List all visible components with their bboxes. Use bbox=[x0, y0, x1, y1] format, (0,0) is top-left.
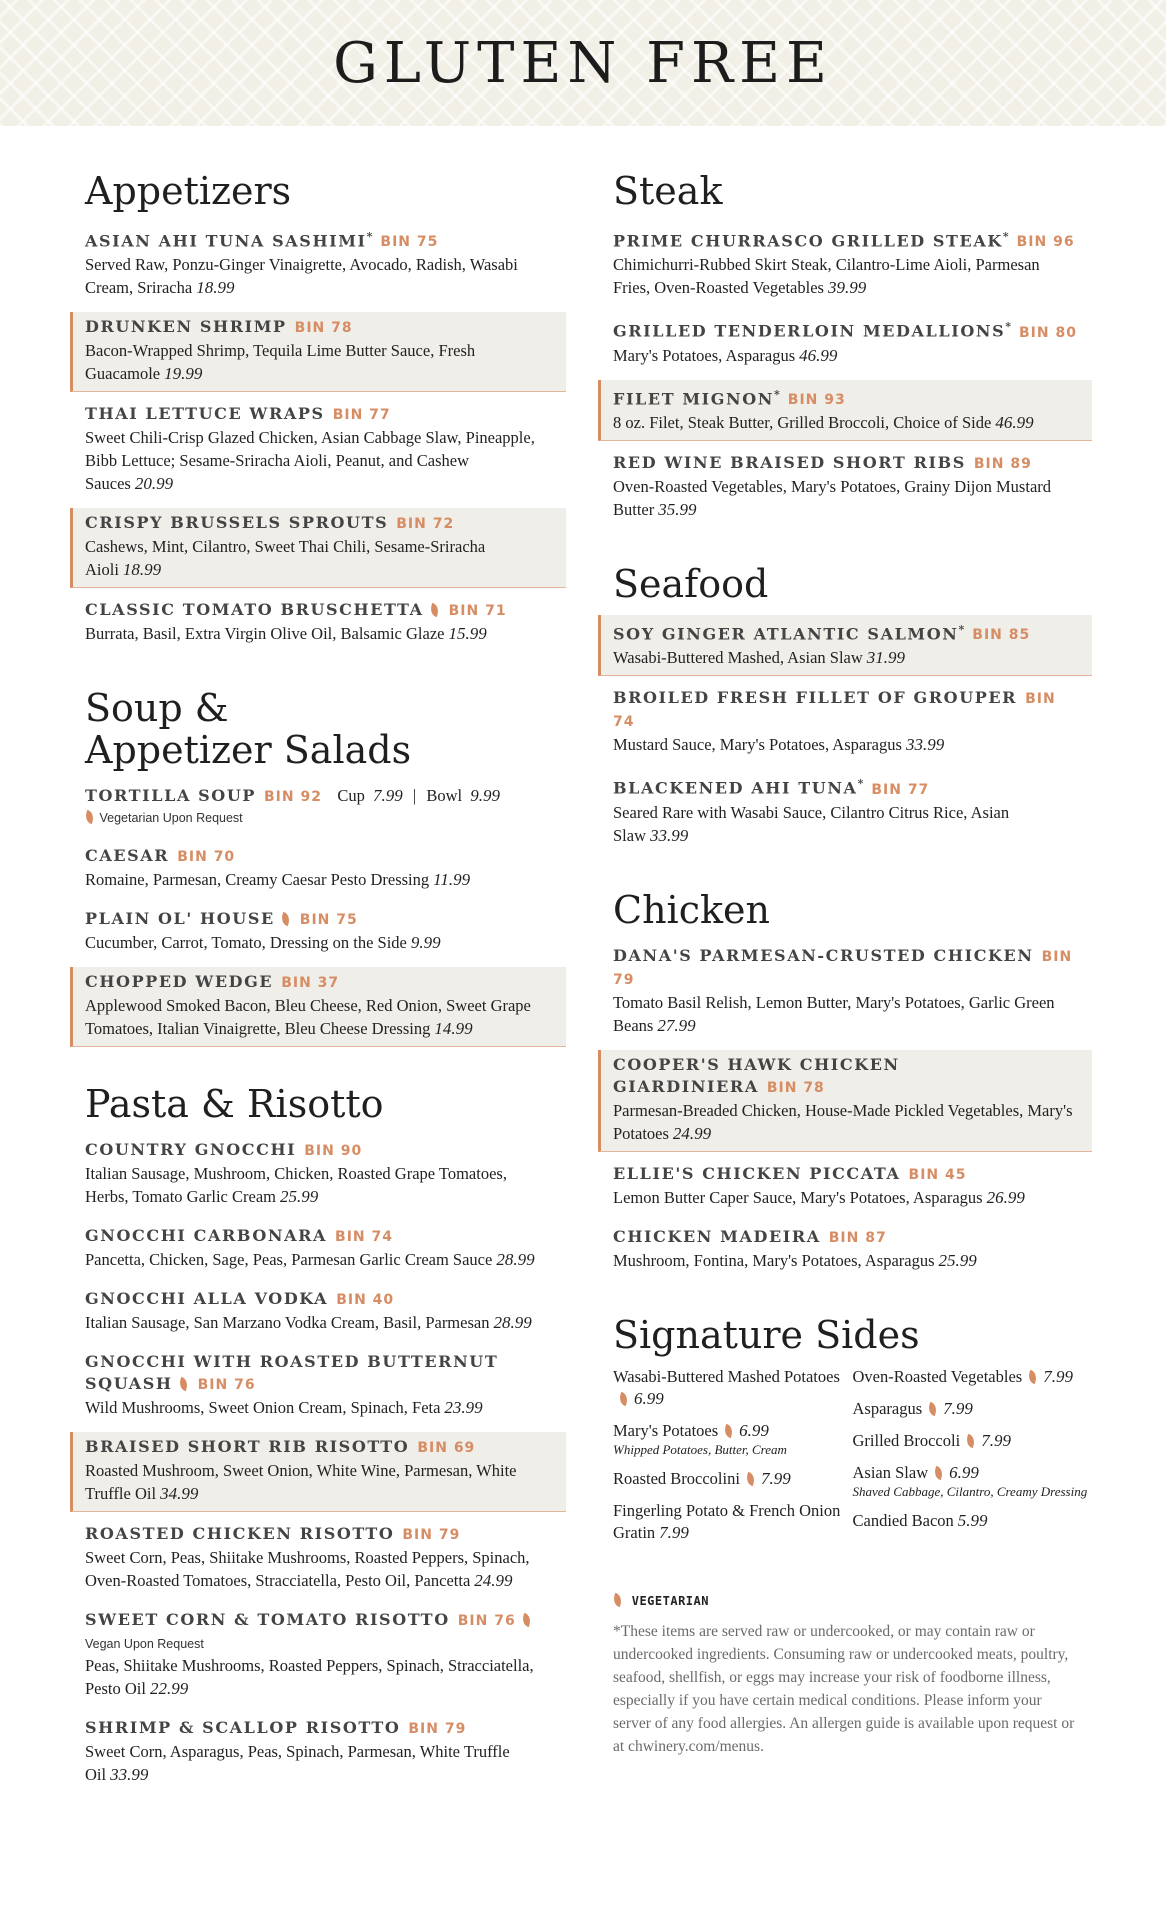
description-text: 8 oz. Filet, Steak Butter, Grilled Broccoli, Choice of Side bbox=[613, 412, 992, 432]
allergen-footnote: *These items are served raw or undercooked, or may contain raw or undercooked ingredients. Consuming raw or undercooked meats, poultry, seafood, shellfish, or eggs may increase your risk of foodborne illness, especially if you have certain medical conditions. Please inform your server of any food allergies. An allergen guide is available upon request or at chwinery.com/menus. bbox=[613, 1622, 1075, 1755]
soup-title-line1: Soup & bbox=[85, 686, 229, 731]
item-name: FILET MIGNON bbox=[613, 388, 775, 408]
description-text: Lemon Butter Caper Sauce, Mary's Potatoes, Asparagus bbox=[613, 1187, 983, 1207]
item-name-line bbox=[85, 1717, 554, 1740]
side-price: 7.99 bbox=[760, 1468, 791, 1488]
item-name: ASIAN AHI TUNA SASHIMI bbox=[85, 231, 367, 251]
item-name: BLACKENED AHI TUNA bbox=[613, 778, 858, 798]
menu-item bbox=[70, 222, 566, 305]
leaf-icon bbox=[520, 1613, 533, 1627]
item-description bbox=[85, 1546, 554, 1592]
legend-label: VEGETARIAN bbox=[631, 1593, 709, 1608]
item-name: COUNTRY GNOCCHI bbox=[85, 1140, 297, 1160]
side-description: Shaved Cabbage, Cilantro, Creamy Dressing bbox=[852, 1483, 1088, 1499]
appetizers-section bbox=[70, 170, 566, 651]
item-name-line bbox=[85, 971, 554, 994]
item-description bbox=[613, 253, 1080, 299]
section-title-chicken: Chicken bbox=[613, 887, 770, 932]
menu-item bbox=[598, 615, 1092, 676]
item-name-line bbox=[613, 1226, 1080, 1249]
description-text: Parmesan-Breaded Chicken, House-Made Pickled Vegetables, Mary's Potatoes bbox=[613, 1100, 1073, 1143]
item-price: 39.99 bbox=[827, 278, 867, 298]
item-price: 46.99 bbox=[799, 345, 838, 365]
item-description bbox=[85, 622, 554, 645]
bin-number: BIN 77 bbox=[332, 407, 391, 424]
item-description bbox=[613, 1249, 1080, 1272]
item-description bbox=[85, 1311, 554, 1334]
item-price: 23.99 bbox=[444, 1398, 483, 1418]
item-price: 18.99 bbox=[122, 560, 162, 580]
menu-item bbox=[70, 1221, 566, 1277]
menu-item bbox=[598, 683, 1092, 762]
side-item bbox=[853, 1366, 1093, 1388]
bin-number: BIN 75 bbox=[299, 912, 358, 929]
leaf-icon bbox=[83, 810, 96, 824]
vegetarian-note bbox=[85, 808, 554, 828]
bin-number: BIN 69 bbox=[417, 1440, 476, 1457]
item-name: SWEET CORN & TOMATO RISOTTO bbox=[85, 1610, 450, 1630]
item-price: 9.99 bbox=[410, 933, 441, 953]
item-name: GNOCCHI CARBONARA bbox=[85, 1226, 328, 1246]
item-name: SHRIMP & SCALLOP RISOTTO bbox=[85, 1718, 401, 1738]
item-description bbox=[85, 868, 554, 891]
leaf-icon bbox=[611, 1592, 624, 1606]
item-description bbox=[85, 253, 554, 299]
menu-item bbox=[70, 312, 566, 392]
menu-item bbox=[598, 380, 1092, 441]
item-name-line bbox=[613, 316, 1080, 343]
side-price: 7.99 bbox=[943, 1398, 973, 1418]
item-name-line bbox=[613, 945, 1080, 991]
item-price: 11.99 bbox=[433, 870, 471, 890]
bin-number: BIN 74 bbox=[613, 691, 1056, 731]
item-description bbox=[613, 1099, 1080, 1145]
item-description bbox=[613, 646, 1080, 669]
side-item bbox=[853, 1462, 1093, 1500]
item-price: 27.99 bbox=[657, 1015, 696, 1035]
item-name-line bbox=[85, 512, 554, 535]
item-description bbox=[85, 1740, 554, 1786]
section-title-seafood: Seafood bbox=[613, 561, 769, 606]
note-text: Vegetarian Upon Request bbox=[99, 811, 243, 826]
item-name-line bbox=[613, 1163, 1080, 1186]
leaf-icon bbox=[926, 1401, 939, 1415]
menu-item bbox=[70, 967, 566, 1047]
pasta-risotto-section bbox=[70, 1083, 566, 1792]
item-name-line bbox=[85, 1609, 554, 1654]
section-title-soup-salads bbox=[85, 687, 566, 771]
chicken-list bbox=[598, 941, 1092, 1278]
description-text: Sweet Corn, Asparagus, Peas, Spinach, Parmesan, White Truffle Oil bbox=[85, 1742, 510, 1785]
description-text: Served Raw, Ponzu-Ginger Vinaigrette, Avocado, Radish, Wasabi Cream, Sriracha bbox=[85, 255, 518, 298]
sides-section bbox=[598, 1314, 1092, 1554]
appetizers-list bbox=[70, 222, 566, 651]
item-description bbox=[85, 1162, 554, 1208]
item-name-line bbox=[85, 1139, 554, 1162]
item-name-line bbox=[85, 908, 554, 931]
bin-number: BIN 74 bbox=[335, 1229, 393, 1246]
bin-number: BIN 93 bbox=[787, 391, 846, 408]
item-price: 15.99 bbox=[448, 624, 487, 644]
item-name-line bbox=[613, 619, 1080, 646]
side-item bbox=[853, 1510, 1093, 1532]
menu-item bbox=[598, 1222, 1092, 1278]
item-name: CHOPPED WEDGE bbox=[85, 972, 274, 992]
vegetarian-legend bbox=[613, 1594, 1092, 1608]
item-description bbox=[85, 994, 554, 1040]
price-separator: | bbox=[412, 786, 417, 806]
menu-item bbox=[70, 1432, 566, 1512]
item-name-line bbox=[85, 1225, 554, 1248]
menu-item bbox=[70, 841, 566, 897]
side-item bbox=[613, 1366, 853, 1410]
menu-item bbox=[598, 941, 1092, 1043]
asterisk-mark: * bbox=[1005, 320, 1012, 334]
bowl-price: 9.99 bbox=[470, 786, 500, 806]
item-description bbox=[613, 991, 1080, 1037]
item-name: TORTILLA SOUP bbox=[85, 786, 257, 806]
item-description bbox=[613, 1186, 1080, 1209]
side-item bbox=[853, 1430, 1093, 1452]
item-name-line bbox=[85, 1288, 554, 1311]
bowl-label: Bowl bbox=[426, 786, 463, 806]
menu-item bbox=[70, 904, 566, 960]
item-name-line bbox=[613, 687, 1080, 733]
asterisk-mark: * bbox=[857, 777, 864, 791]
left-column bbox=[70, 170, 566, 1828]
bin-number: BIN 78 bbox=[294, 320, 353, 337]
item-name-line bbox=[85, 1523, 554, 1546]
item-price: 25.99 bbox=[938, 1250, 977, 1270]
section-title-appetizers: Appetizers bbox=[85, 169, 292, 213]
description-text: Mustard Sauce, Mary's Potatoes, Asparagus bbox=[613, 735, 902, 755]
item-name: PLAIN OL' HOUSE bbox=[85, 909, 275, 929]
item-name-line bbox=[613, 1054, 1080, 1099]
item-price: 33.99 bbox=[110, 1765, 149, 1785]
side-name: Wasabi-Buttered Mashed Potatoes bbox=[613, 1366, 840, 1386]
bin-number: BIN 77 bbox=[871, 781, 930, 798]
description-text: Bacon-Wrapped Shrimp, Tequila Lime Butter Sauce, Fresh Guacamole bbox=[85, 341, 476, 384]
bin-number: BIN 71 bbox=[448, 603, 507, 620]
item-name-line bbox=[613, 226, 1080, 253]
item-name: COOPER'S HAWK CHICKEN GIARDINIERA bbox=[613, 1054, 900, 1096]
asterisk-mark: * bbox=[1002, 230, 1009, 243]
bin-number: BIN 89 bbox=[973, 455, 1032, 472]
menu-item bbox=[70, 1713, 566, 1792]
item-name-line bbox=[613, 452, 1080, 475]
item-price: 25.99 bbox=[279, 1187, 319, 1207]
description-text: Burrata, Basil, Extra Virgin Olive Oil, Balsamic Glaze bbox=[85, 624, 445, 644]
item-description bbox=[85, 1396, 554, 1419]
leaf-icon bbox=[744, 1471, 757, 1485]
item-name: GNOCCHI ALLA VODKA bbox=[85, 1289, 329, 1309]
side-name: Roasted Broccolini bbox=[613, 1468, 740, 1488]
section-title-pasta: Pasta & Risotto bbox=[85, 1082, 384, 1127]
bin-number: BIN 78 bbox=[766, 1079, 825, 1096]
side-price: 5.99 bbox=[957, 1510, 988, 1530]
description-text: Cucumber, Carrot, Tomato, Dressing on the Side bbox=[85, 933, 407, 953]
description-text: Pancetta, Chicken, Sage, Peas, Parmesan Garlic Cream Sauce bbox=[85, 1250, 493, 1270]
bin-number: BIN 80 bbox=[1019, 324, 1077, 341]
item-name: GNOCCHI WITH ROASTED BUTTERNUT SQUASH bbox=[85, 1352, 499, 1394]
item-name-line bbox=[85, 316, 554, 339]
menu-item bbox=[598, 312, 1092, 372]
item-name-line bbox=[613, 773, 1080, 800]
item-price: 19.99 bbox=[164, 364, 203, 384]
side-price: 6.99 bbox=[634, 1388, 664, 1408]
item-description bbox=[85, 535, 554, 581]
cup-bowl-prices bbox=[329, 786, 500, 805]
item-name-line bbox=[85, 845, 554, 868]
bin-number: BIN 92 bbox=[264, 789, 322, 806]
bin-number: BIN 79 bbox=[408, 1721, 467, 1738]
steak-list bbox=[598, 222, 1092, 527]
side-name: Asparagus bbox=[852, 1398, 923, 1418]
description-text: Italian Sausage, San Marzano Vodka Cream, Basil, Parmesan bbox=[85, 1313, 490, 1333]
item-name: SOY GINGER ATLANTIC SALMON bbox=[613, 624, 959, 644]
leaf-icon bbox=[1026, 1369, 1039, 1383]
menu-item bbox=[598, 1159, 1092, 1215]
bin-number: BIN 37 bbox=[281, 975, 340, 992]
sides-column-1 bbox=[613, 1366, 853, 1554]
item-name-line bbox=[85, 226, 554, 253]
bin-number: BIN 76 bbox=[197, 1377, 256, 1394]
item-name: ROASTED CHICKEN RISOTTO bbox=[85, 1524, 395, 1544]
item-price: 28.99 bbox=[496, 1250, 535, 1270]
item-description bbox=[613, 411, 1080, 434]
leaf-icon bbox=[964, 1433, 977, 1447]
menu-item bbox=[70, 595, 566, 651]
item-price: 35.99 bbox=[658, 499, 697, 519]
bin-number: BIN 45 bbox=[908, 1166, 967, 1183]
description-text: Wild Mushrooms, Sweet Onion Cream, Spinach, Feta bbox=[85, 1398, 441, 1418]
side-item bbox=[613, 1500, 853, 1544]
description-text: Sweet Corn, Peas, Shiitake Mushrooms, Roasted Peppers, Spinach, Oven-Roasted Tomatoes, Stracciatella, Pesto Oil, Pancetta bbox=[85, 1548, 530, 1591]
item-name-line bbox=[85, 599, 554, 622]
bin-number: BIN 40 bbox=[336, 1292, 395, 1309]
item-price: 20.99 bbox=[134, 474, 174, 494]
item-description bbox=[613, 801, 1080, 847]
sides-column-2 bbox=[853, 1366, 1093, 1554]
item-description bbox=[85, 1459, 554, 1505]
bin-number: BIN 85 bbox=[972, 627, 1031, 644]
chicken-section bbox=[598, 889, 1092, 1278]
seafood-section bbox=[598, 563, 1092, 853]
description-text: Sweet Chili-Crisp Glazed Chicken, Asian Cabbage Slaw, Pineapple, Bibb Lettuce; Sesame-Sriracha Aioli, Peanut, and Cashew Sauces bbox=[85, 428, 535, 494]
description-text: Romaine, Parmesan, Creamy Caesar Pesto Dressing bbox=[85, 870, 430, 890]
item-name-line bbox=[85, 785, 554, 808]
item-description bbox=[85, 1248, 554, 1271]
leaf-icon bbox=[722, 1423, 735, 1437]
sides-grid bbox=[613, 1366, 1092, 1554]
item-name: CHICKEN MADEIRA bbox=[613, 1226, 821, 1246]
side-item bbox=[853, 1398, 1093, 1420]
cup-price: 7.99 bbox=[373, 786, 403, 806]
description-text: Applewood Smoked Bacon, Bleu Cheese, Red Onion, Sweet Grape Tomatoes, Italian Vinaigrette, Bleu Cheese Dressing bbox=[85, 996, 531, 1039]
description-text: Cashews, Mint, Cilantro, Sweet Thai Chili, Sesame-Sriracha Aioli bbox=[85, 537, 486, 580]
section-title-sides: Signature Sides bbox=[613, 1312, 920, 1357]
item-name-line bbox=[85, 1351, 554, 1396]
leaf-icon bbox=[428, 603, 441, 617]
side-description: Whipped Potatoes, Butter, Cream bbox=[613, 1441, 787, 1457]
item-name: RED WINE BRAISED SHORT RIBS bbox=[613, 452, 966, 472]
bin-number: BIN 87 bbox=[828, 1229, 887, 1246]
side-name: Mary's Potatoes bbox=[613, 1420, 719, 1440]
item-price: 33.99 bbox=[905, 735, 945, 755]
side-name: Grilled Broccoli bbox=[852, 1430, 961, 1450]
item-price: 24.99 bbox=[474, 1571, 513, 1591]
page-title: GLUTEN FREE bbox=[333, 30, 833, 96]
item-name: GRILLED TENDERLOIN MEDALLIONS bbox=[613, 321, 1006, 341]
menu-item bbox=[70, 508, 566, 588]
side-item bbox=[613, 1420, 853, 1458]
item-description bbox=[85, 426, 554, 495]
asterisk-mark: * bbox=[366, 230, 373, 243]
item-price: 33.99 bbox=[650, 825, 689, 845]
menu-item bbox=[70, 1605, 566, 1706]
menu-item bbox=[598, 769, 1092, 852]
item-price: 46.99 bbox=[995, 412, 1034, 432]
item-name-line bbox=[85, 403, 554, 426]
item-name: ELLIE'S CHICKEN PICCATA bbox=[613, 1163, 901, 1183]
item-name: DANA'S PARMESAN-CRUSTED CHICKEN bbox=[613, 945, 1034, 965]
bin-number: BIN 79 bbox=[613, 948, 1073, 988]
item-price: 34.99 bbox=[160, 1484, 199, 1504]
description-text: Peas, Shiitake Mushrooms, Roasted Peppers, Spinach, Stracciatella, Pesto Oil bbox=[85, 1656, 534, 1699]
cup-label: Cup bbox=[337, 786, 365, 806]
bin-number: BIN 75 bbox=[380, 234, 439, 251]
menu-item bbox=[70, 1135, 566, 1214]
menu-item bbox=[598, 448, 1092, 527]
soup-salads-section bbox=[70, 687, 566, 1047]
salads-list bbox=[70, 841, 566, 1047]
bin-number: BIN 96 bbox=[1016, 234, 1075, 251]
leaf-icon bbox=[617, 1391, 630, 1405]
leaf-icon bbox=[177, 1377, 190, 1391]
side-name: Oven-Roasted Vegetables bbox=[852, 1366, 1023, 1386]
section-title-steak: Steak bbox=[613, 169, 723, 213]
side-price: 6.99 bbox=[949, 1462, 979, 1482]
item-description bbox=[613, 475, 1080, 521]
description-text: Tomato Basil Relish, Lemon Butter, Mary's Potatoes, Garlic Green Beans bbox=[613, 992, 1055, 1035]
item-description bbox=[85, 1654, 554, 1700]
bin-number: BIN 79 bbox=[402, 1527, 461, 1544]
asterisk-mark: * bbox=[958, 622, 965, 636]
item-description bbox=[613, 733, 1080, 756]
description-text: Italian Sausage, Mushroom, Chicken, Roasted Grape Tomatoes, Herbs, Tomato Garlic Cream bbox=[85, 1164, 507, 1207]
menu-item bbox=[70, 1284, 566, 1340]
soup-title-line2: Appetizer Salads bbox=[85, 728, 412, 773]
bin-number: BIN 76 bbox=[457, 1613, 516, 1630]
item-price: 31.99 bbox=[866, 648, 906, 668]
item-name: CAESAR bbox=[85, 846, 170, 866]
item-name: BROILED FRESH FILLET OF GROUPER bbox=[613, 688, 1018, 708]
menu-item bbox=[598, 1050, 1092, 1152]
pasta-list bbox=[70, 1135, 566, 1792]
asterisk-mark: * bbox=[774, 387, 780, 401]
item-name: PRIME CHURRASCO GRILLED STEAK bbox=[613, 231, 1003, 251]
menu-item bbox=[70, 1347, 566, 1425]
item-name-line bbox=[85, 1436, 554, 1459]
item-price: 18.99 bbox=[196, 278, 235, 298]
description-text: Oven-Roasted Vegetables, Mary's Potatoes, Grainy Dijon Mustard Butter bbox=[613, 476, 1052, 519]
description-text: Mary's Potatoes, Asparagus bbox=[613, 345, 796, 365]
bin-number: BIN 70 bbox=[177, 849, 236, 866]
header-banner bbox=[0, 0, 1166, 126]
side-name: Candied Bacon bbox=[852, 1510, 954, 1530]
description-text: Mushroom, Fontina, Mary's Potatoes, Asparagus bbox=[613, 1250, 935, 1270]
item-name-line bbox=[613, 384, 1080, 411]
note-text: Vegan Upon Request bbox=[85, 1637, 204, 1652]
side-name: Asian Slaw bbox=[852, 1462, 929, 1482]
right-column bbox=[598, 170, 1092, 1758]
side-price: 7.99 bbox=[659, 1522, 689, 1542]
leaf-icon bbox=[279, 912, 292, 926]
item-price: 26.99 bbox=[986, 1187, 1025, 1207]
side-price: 7.99 bbox=[981, 1430, 1011, 1450]
item-price: 22.99 bbox=[149, 1679, 189, 1699]
menu-item bbox=[598, 222, 1092, 305]
side-price: 7.99 bbox=[1043, 1366, 1073, 1386]
item-name: CLASSIC TOMATO BRUSCHETTA bbox=[85, 600, 424, 620]
side-item bbox=[613, 1468, 853, 1490]
leaf-icon bbox=[932, 1465, 945, 1479]
item-description bbox=[613, 344, 1080, 367]
item-description bbox=[85, 931, 554, 954]
menu-item bbox=[70, 1519, 566, 1598]
steak-section bbox=[598, 170, 1092, 527]
item-name: DRUNKEN SHRIMP bbox=[85, 317, 287, 337]
side-price: 6.99 bbox=[739, 1420, 769, 1440]
item-name: CRISPY BRUSSELS SPROUTS bbox=[85, 513, 389, 533]
item-description bbox=[85, 339, 554, 385]
item-price: 14.99 bbox=[434, 1019, 473, 1039]
description-text: Wasabi-Buttered Mashed, Asian Slaw bbox=[613, 648, 863, 668]
item-price: 28.99 bbox=[493, 1313, 532, 1333]
description-text: Chimichurri-Rubbed Skirt Steak, Cilantro-Lime Aioli, Parmesan Fries, Oven-Roasted Vegetables bbox=[613, 255, 1040, 298]
side-name: Fingerling Potato & French Onion Gratin bbox=[613, 1500, 841, 1542]
item-name: BRAISED SHORT RIB RISOTTO bbox=[85, 1437, 410, 1457]
menu-item bbox=[70, 399, 566, 501]
item-price: 24.99 bbox=[672, 1123, 712, 1143]
seafood-list bbox=[598, 615, 1092, 853]
bin-number: BIN 72 bbox=[396, 516, 455, 533]
bin-number: BIN 90 bbox=[304, 1143, 363, 1160]
description-text: Seared Rare with Wasabi Sauce, Cilantro Citrus Rice, Asian Slaw bbox=[613, 802, 1010, 845]
item-name: THAI LETTUCE WRAPS bbox=[85, 404, 325, 424]
menu-item-tortilla-soup bbox=[70, 781, 566, 834]
description-text: Roasted Mushroom, Sweet Onion, White Wine, Parmesan, White Truffle Oil bbox=[85, 1461, 517, 1504]
